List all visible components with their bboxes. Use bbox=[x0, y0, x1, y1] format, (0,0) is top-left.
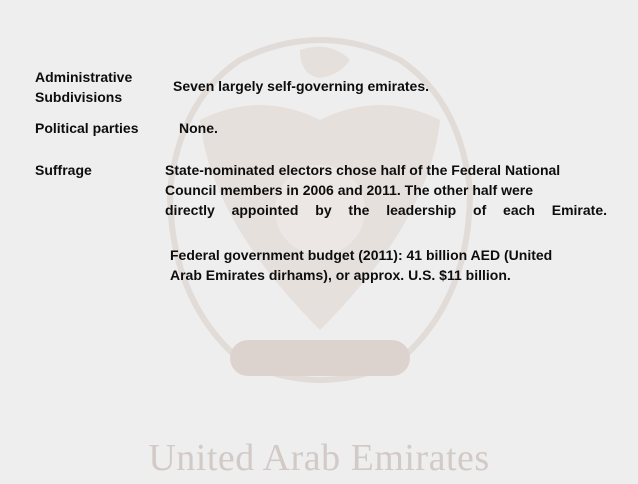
label-suffrage: Suffrage bbox=[35, 162, 92, 178]
suffrage-line: State-nominated electors chose half of the Federal National bbox=[165, 162, 561, 178]
budget-line: Arab Emirates dirhams), or approx. U.S. $11 billion. bbox=[170, 267, 511, 283]
value-political-parties: None. bbox=[179, 120, 218, 136]
label-line: Subdivisions bbox=[35, 89, 123, 105]
suffrage-line: directly appointed by the leadership of each Emirate. bbox=[165, 202, 607, 218]
label-administrative-subdivisions bbox=[35, 67, 132, 107]
value-suffrage bbox=[165, 160, 607, 220]
watermark-caption: United Arab Emirates bbox=[148, 437, 490, 479]
label-line: Administrative bbox=[35, 69, 133, 85]
budget-line: Federal government budget (2011): 41 billion AED (United bbox=[170, 247, 553, 263]
suffrage-line: Council members in 2006 and 2011. The other half were bbox=[165, 182, 534, 198]
budget-note bbox=[170, 245, 610, 285]
value-administrative-subdivisions: Seven largely self-governing emirates. bbox=[173, 78, 429, 94]
label-political-parties: Political parties bbox=[35, 120, 139, 136]
